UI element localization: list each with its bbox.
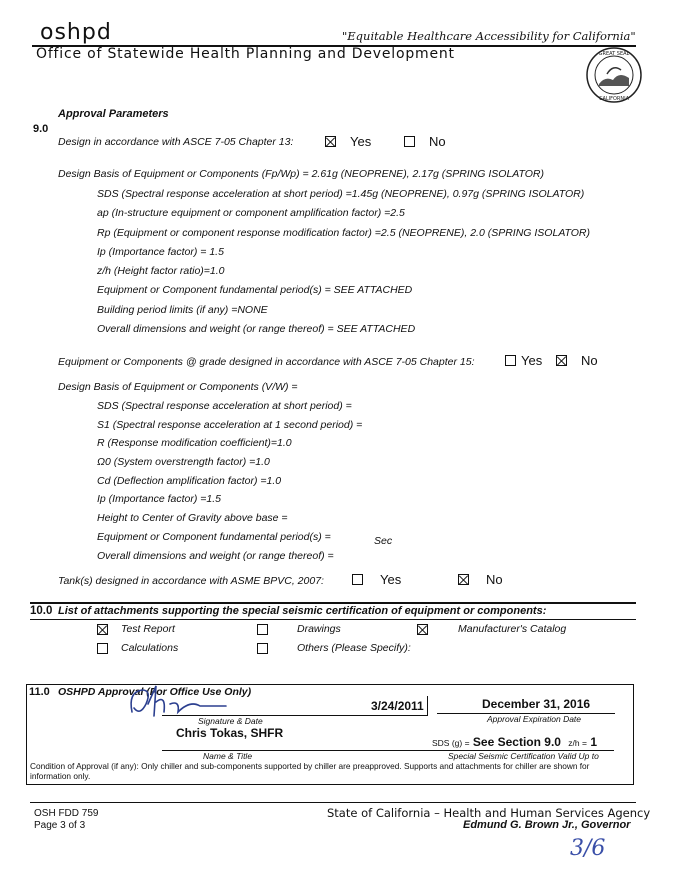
approval-date: 3/24/2011 — [371, 699, 424, 713]
expiration-caption: Approval Expiration Date — [487, 714, 582, 724]
param-period: Equipment or Component fundamental period(s) = SEE ATTACHED — [97, 284, 413, 297]
section10-number: 10.0 — [30, 605, 53, 617]
attach-others-checkbox[interactable] — [257, 643, 268, 654]
signature-caption: Signature & Date — [198, 716, 263, 726]
attach-others-label: Others (Please Specify): — [297, 642, 411, 654]
agency-name: State of California – Health and Human Services Agency — [327, 806, 651, 820]
asce13-no-checkbox[interactable] — [404, 136, 415, 147]
param2-ip: Ip (Importance factor) =1.5 — [97, 493, 222, 506]
param-zh: z/h (Height factor ratio)=1.0 — [97, 265, 225, 278]
param-ap: ap (In-structure equipment or component amplification factor) =2.5 — [97, 207, 405, 220]
slogan: "Equitable Healthcare Accessibility for California" — [342, 29, 636, 43]
grade-no-label: No — [581, 353, 598, 368]
section10-title: List of attachments supporting the special seismic certification of equipment or components: — [58, 605, 547, 617]
sds-value: See Section 9.0 — [472, 735, 561, 749]
section10-top-rule — [30, 602, 636, 604]
section10-bottom-rule — [30, 619, 636, 620]
tank-yes-label: Yes — [380, 572, 402, 587]
attach-test-report-checkbox[interactable] — [97, 624, 108, 635]
param2-period: Equipment or Component fundamental period(s) = — [97, 530, 331, 543]
footer-rule — [30, 802, 636, 803]
grade-label: Equipment or Components @ grade designed in accordance with ASCE 7-05 Chapter 15: — [58, 356, 475, 368]
oshpd-logo: oshpd — [40, 20, 112, 45]
zh-prefix: z/h = — [568, 738, 587, 748]
param-ip: Ip (Importance factor) = 1.5 — [97, 245, 224, 258]
param-dimensions: Overall dimensions and weight (or range thereof) = SEE ATTACHED — [97, 323, 416, 336]
asce13-yes-checkbox[interactable] — [325, 136, 336, 147]
param2-r: R (Response modification coefficient)=1.0 — [97, 437, 292, 450]
grade-no-checkbox[interactable] — [556, 355, 567, 366]
approver-name: Chris Tokas, SHFR — [176, 726, 284, 740]
design-basis-fp: Design Basis of Equipment or Components (Fp/Wp) = 2.61g (NEOPRENE), 2.17g (SPRING ISOLATOR) — [58, 168, 545, 180]
asce13-no-label: No — [429, 134, 446, 149]
handwritten-page-number: 3/6 — [570, 836, 606, 861]
param-rp: Rp (Equipment or component response modification factor) =2.5 (NEOPRENE), 2.0 (SPRING ISOLATOR) — [97, 226, 591, 239]
attach-calculations-checkbox[interactable] — [97, 643, 108, 654]
attach-drawings-label: Drawings — [297, 623, 341, 635]
params-list — [97, 188, 590, 342]
tank-no-label: No — [486, 572, 503, 587]
form-id: OSH FDD 759 — [34, 808, 99, 819]
param2-cd: Cd (Deflection amplification factor) =1.0 — [97, 474, 282, 487]
section11-number: 11.0 — [29, 686, 50, 698]
attach-catalog-label: Manufacturer's Catalog — [458, 623, 567, 635]
date-divider — [427, 696, 428, 716]
valid-caption: Special Seismic Certification Valid Up to — [448, 751, 599, 761]
param2-s1: S1 (Spectral response acceleration at 1 second period) = — [97, 418, 363, 431]
grade-yes-label: Yes — [521, 353, 543, 368]
sds-prefix: SDS (g) = — [432, 738, 470, 748]
attach-calculations-label: Calculations — [121, 642, 179, 654]
param2-sds: SDS (Spectral response acceleration at short period) = — [97, 400, 352, 412]
condition-text: Condition of Approval (if any): Only chiller and sub-components supported by chiller are preapproved. Supports and attachments for chiller are shown for information only. — [30, 761, 590, 781]
name-caption: Name & Title — [203, 751, 253, 761]
section11-title: OSHPD Approval (For Office Use Only) — [58, 686, 252, 698]
attach-catalog-checkbox[interactable] — [417, 624, 428, 635]
section9-number: 9.0 — [33, 123, 49, 135]
asce13-label: Design in accordance with ASCE 7-05 Chapter 13: — [58, 136, 294, 148]
sds-valid-row — [432, 735, 597, 749]
design-basis-vw: Design Basis of Equipment or Components (V/W) = — [58, 381, 298, 393]
tank-no-checkbox[interactable] — [458, 574, 469, 585]
svg-text:CALIFORNIA: CALIFORNIA — [598, 96, 630, 102]
office-name: Office of Statewide Health Planning and Development — [36, 46, 455, 62]
grade-yes-checkbox[interactable] — [505, 355, 516, 366]
param2-dimensions: Overall dimensions and weight (or range thereof) = — [97, 549, 334, 562]
name-line — [162, 750, 428, 751]
tank-label: Tank(s) designed in accordance with ASME BPVC, 2007: — [58, 575, 324, 587]
governor-name: Edmund G. Brown Jr., Governor — [463, 819, 631, 831]
tank-yes-checkbox[interactable] — [352, 574, 363, 585]
attach-drawings-checkbox[interactable] — [257, 624, 268, 635]
sec-unit: Sec — [374, 535, 393, 547]
asce13-yes-label: Yes — [350, 134, 372, 149]
param2-height: Height to Center of Gravity above base = — [97, 512, 288, 525]
expiration-date: December 31, 2016 — [482, 697, 591, 711]
attach-test-report-label: Test Report — [121, 623, 175, 635]
param2-omega: Ω0 (System overstrength factor) =1.0 — [97, 456, 270, 469]
section9-title: Approval Parameters — [58, 108, 169, 120]
svg-text:GREAT SEAL: GREAT SEAL — [598, 51, 630, 57]
param-sds: SDS (Spectral response acceleration at short period) =1.45g (NEOPRENE), 0.97g (SPRING ISOLATOR) — [97, 188, 585, 200]
params2-list — [97, 400, 362, 568]
zh-value: 1 — [590, 735, 597, 749]
page-number: Page 3 of 3 — [34, 820, 86, 831]
param-building-period: Building period limits (if any) =NONE — [97, 303, 268, 316]
california-seal — [585, 46, 643, 104]
